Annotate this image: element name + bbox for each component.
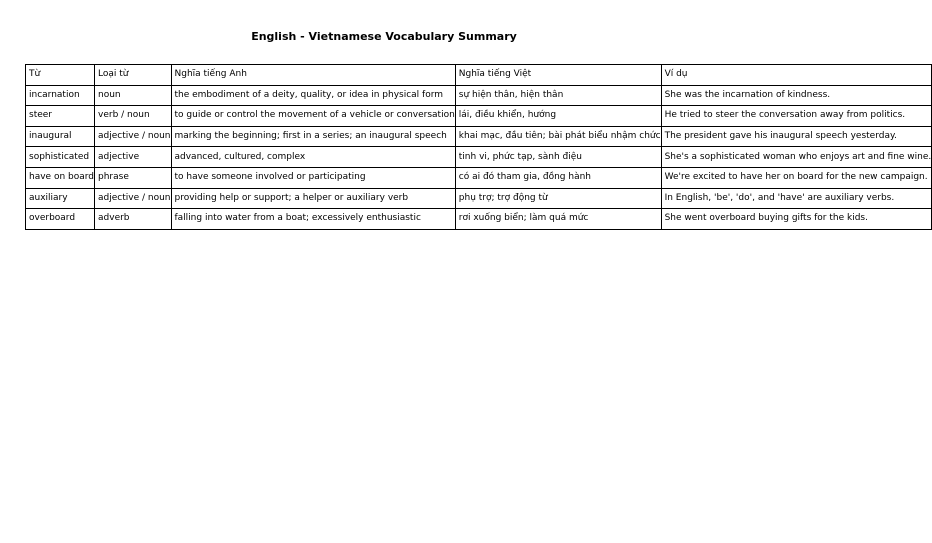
vocabulary-table (25, 64, 932, 230)
english-meaning-cell: falling into water from a boat; excessively enthusiastic (171, 209, 455, 230)
english-meaning-cell: to have someone involved or participating (171, 167, 455, 188)
word-cell: have on board (26, 167, 95, 188)
english-meaning-cell: to guide or control the movement of a vehicle or conversation (171, 106, 455, 127)
vietnamese-meaning-cell: có ai đó tham gia, đồng hành (455, 167, 661, 188)
example-cell: She was the incarnation of kindness. (661, 85, 932, 106)
vietnamese-meaning-cell: khai mạc, đầu tiên; bài phát biểu nhậm chức (455, 126, 661, 147)
word-type-cell: noun (95, 85, 171, 106)
table-row (26, 85, 932, 106)
word-cell: incarnation (26, 85, 95, 106)
example-cell: In English, 'be', 'do', and 'have' are auxiliary verbs. (661, 188, 932, 209)
header-cell-example: Ví dụ (661, 65, 932, 86)
header-cell-word-type: Loại từ (95, 65, 171, 86)
vietnamese-meaning-cell: lái, điều khiển, hướng (455, 106, 661, 127)
document-title: English - Vietnamese Vocabulary Summary (251, 30, 517, 43)
word-type-cell: phrase (95, 167, 171, 188)
word-type-cell: verb / noun (95, 106, 171, 127)
example-cell: She went overboard buying gifts for the kids. (661, 209, 932, 230)
example-cell: The president gave his inaugural speech yesterday. (661, 126, 932, 147)
example-cell: We're excited to have her on board for the new campaign. (661, 167, 932, 188)
table-row (26, 126, 932, 147)
word-type-cell: adjective / noun (95, 126, 171, 147)
table-row (26, 106, 932, 127)
word-type-cell: adjective (95, 147, 171, 168)
vietnamese-meaning-cell: sự hiện thân, hiện thân (455, 85, 661, 106)
table-row (26, 209, 932, 230)
english-meaning-cell: the embodiment of a deity, quality, or idea in physical form (171, 85, 455, 106)
example-cell: She's a sophisticated woman who enjoys art and fine wine. (661, 147, 932, 168)
word-cell: inaugural (26, 126, 95, 147)
header-cell-word: Từ (26, 65, 95, 86)
word-type-cell: adverb (95, 209, 171, 230)
word-cell: steer (26, 106, 95, 127)
example-cell: He tried to steer the conversation away from politics. (661, 106, 932, 127)
english-meaning-cell: marking the beginning; first in a series; an inaugural speech (171, 126, 455, 147)
table-header-row (26, 65, 932, 86)
vietnamese-meaning-cell: tinh vi, phức tạp, sành điệu (455, 147, 661, 168)
header-cell-vietnamese-meaning: Nghĩa tiếng Việt (455, 65, 661, 86)
vietnamese-meaning-cell: rơi xuống biển; làm quá mức (455, 209, 661, 230)
table-row (26, 147, 932, 168)
english-meaning-cell: advanced, cultured, complex (171, 147, 455, 168)
header-cell-english-meaning: Nghĩa tiếng Anh (171, 65, 455, 86)
vietnamese-meaning-cell: phụ trợ; trợ động từ (455, 188, 661, 209)
word-cell: overboard (26, 209, 95, 230)
table-row (26, 167, 932, 188)
english-meaning-cell: providing help or support; a helper or auxiliary verb (171, 188, 455, 209)
word-cell: auxiliary (26, 188, 95, 209)
table-row (26, 188, 932, 209)
word-type-cell: adjective / noun (95, 188, 171, 209)
word-cell: sophisticated (26, 147, 95, 168)
